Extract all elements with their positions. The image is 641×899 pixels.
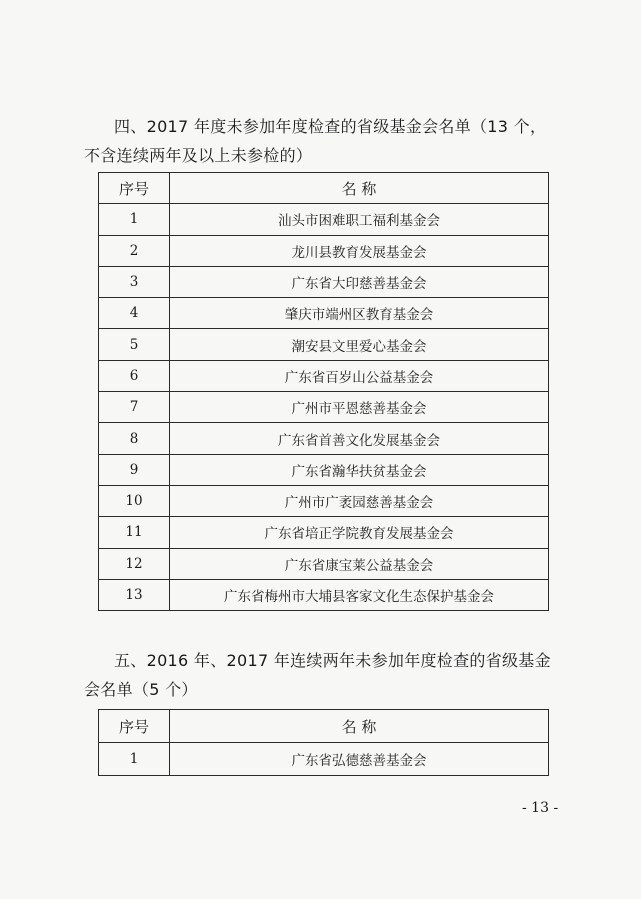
table-row xyxy=(99,204,549,235)
row-number: 3 xyxy=(99,266,170,297)
row-number: 6 xyxy=(99,360,170,391)
foundation-name: 潮安县文里爱心基金会 xyxy=(170,329,549,360)
section-4-heading-line1: 四、2017 年度未参加年度检查的省级基金会名单（13 个， xyxy=(114,117,547,136)
foundation-name: 肇庆市端州区教育基金会 xyxy=(170,298,549,329)
table-row xyxy=(99,485,549,516)
row-number: 5 xyxy=(99,329,170,360)
foundation-name: 广东省百岁山公益基金会 xyxy=(170,360,549,391)
row-number: 7 xyxy=(99,392,170,423)
row-number: 8 xyxy=(99,423,170,454)
foundation-name: 广东省培正学院教育发展基金会 xyxy=(170,517,549,548)
section-4-heading-line2: 不含连续两年及以上未参检的） xyxy=(84,146,313,165)
row-number: 12 xyxy=(99,548,170,579)
table-header-row xyxy=(99,173,549,204)
section-4-table xyxy=(98,172,549,611)
table-row xyxy=(99,454,549,485)
table-row xyxy=(99,423,549,454)
foundation-name: 汕头市困难职工福利基金会 xyxy=(170,204,549,235)
foundation-name: 广东省大印慈善基金会 xyxy=(170,266,549,297)
row-number: 9 xyxy=(99,454,170,485)
column-header-name: 名 称 xyxy=(170,710,549,743)
table-row xyxy=(99,392,549,423)
table-row xyxy=(99,329,549,360)
foundation-name: 广东省梅州市大埔县客家文化生态保护基金会 xyxy=(170,579,549,610)
row-number: 11 xyxy=(99,517,170,548)
table-row xyxy=(99,266,549,297)
table-row xyxy=(99,548,549,579)
foundation-name: 广州市广袤园慈善基金会 xyxy=(170,485,549,516)
table-row xyxy=(99,360,549,391)
section-5-heading-line2: 会名单（5 个） xyxy=(84,680,198,699)
row-number: 1 xyxy=(99,743,170,776)
column-header-number: 序号 xyxy=(99,710,170,743)
row-number: 10 xyxy=(99,485,170,516)
row-number: 1 xyxy=(99,204,170,235)
table-row xyxy=(99,579,549,610)
table-row xyxy=(99,298,549,329)
foundation-name: 龙川县教育发展基金会 xyxy=(170,235,549,266)
table-row xyxy=(99,517,549,548)
row-number: 13 xyxy=(99,579,170,610)
row-number: 2 xyxy=(99,235,170,266)
foundation-name: 广州市平恩慈善基金会 xyxy=(170,392,549,423)
page-number: - 13 - xyxy=(522,800,559,816)
section-5-heading xyxy=(84,646,560,704)
table-header-row xyxy=(99,710,549,743)
row-number: 4 xyxy=(99,298,170,329)
table-row xyxy=(99,235,549,266)
section-5-table xyxy=(98,709,549,776)
table-row xyxy=(99,743,549,776)
foundation-name: 广东省弘德慈善基金会 xyxy=(170,743,549,776)
section-5-heading-line1: 五、2016 年、2017 年连续两年未参加年度检查的省级基金 xyxy=(114,651,551,670)
column-header-name: 名 称 xyxy=(170,173,549,204)
foundation-name: 广东省瀚华扶贫基金会 xyxy=(170,454,549,485)
column-header-number: 序号 xyxy=(99,173,170,204)
foundation-name: 广东省康宝莱公益基金会 xyxy=(170,548,549,579)
foundation-name: 广东省首善文化发展基金会 xyxy=(170,423,549,454)
section-4-heading xyxy=(84,112,560,170)
